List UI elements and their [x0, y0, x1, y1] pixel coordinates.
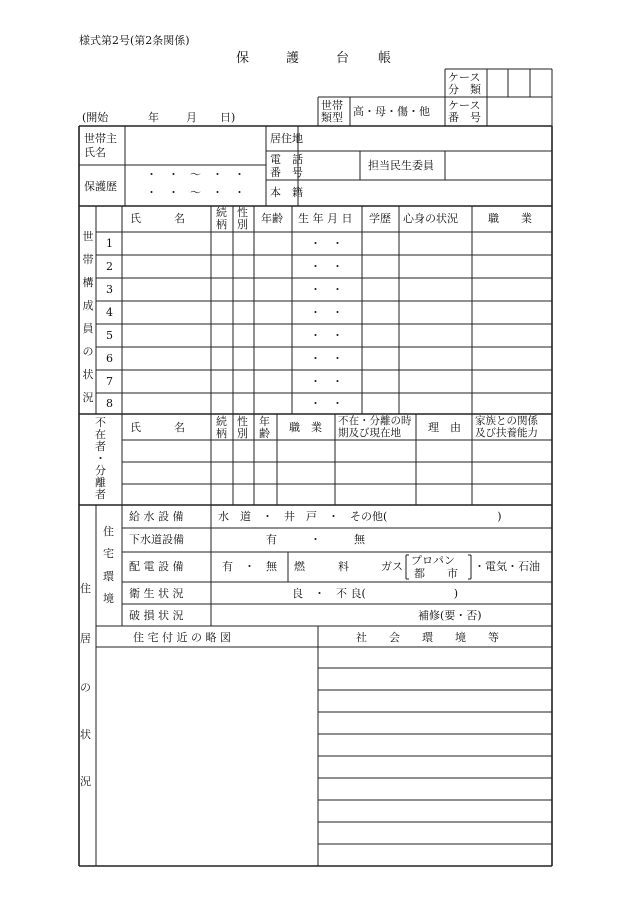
ruikei-options: 高・母・傷・他 [353, 105, 430, 118]
row-number: 7 [106, 375, 113, 388]
honseki-label: 本 籍 [270, 186, 303, 199]
setainushi-label-1: 世帯主 [84, 132, 117, 145]
row-number: 1 [106, 237, 113, 250]
setai-ruikei-label-1: 世帯 [321, 99, 343, 112]
label-char: 分 [95, 464, 106, 477]
col-shintai: 心身の状況 [403, 212, 458, 225]
col-gakureki: 学歴 [369, 212, 391, 225]
birth-dots: ・ ・ [310, 237, 343, 250]
kyojuchi-label: 居住地 [270, 132, 303, 145]
case-bunrui-label-2: 分 類 [448, 83, 481, 96]
absent-col-seibetsu-1: 性 [237, 415, 248, 428]
kyusui-value: 水 道 ・ 井 戸 ・ その他( ) [218, 510, 502, 523]
title-char: 台 [336, 51, 350, 66]
start-day: 日) [220, 111, 236, 124]
col-seibetsu-2: 別 [237, 218, 248, 231]
denwa-label-2: 番 号 [270, 166, 303, 179]
case-bunrui-label-1: ケース [448, 71, 481, 84]
label-char: 構 [82, 276, 94, 289]
eisei-label: 衛 生 状 況 [129, 587, 184, 600]
label-char: 員 [82, 322, 94, 335]
form-number: 様式第2号(第2条関係) [79, 34, 190, 47]
title-char: 護 [286, 51, 300, 66]
label-char: 況 [82, 391, 94, 404]
absent-col-zokugara-2: 柄 [216, 427, 227, 440]
col-name: 氏 名 [130, 212, 185, 225]
row-number: 8 [106, 397, 113, 410]
label-char: の [82, 345, 94, 358]
period-2: ・ ・ ～ ・ ・ [146, 186, 245, 199]
start-month: 月 [186, 111, 197, 124]
col-birth: 生 年 月 日 [298, 212, 353, 225]
eisei-value: 良 ・ 不 良( ) [292, 587, 459, 600]
case-bango-label-2: 番 号 [448, 111, 481, 124]
label-char: 住 [103, 525, 114, 538]
hason-value: 補修(要・否) [418, 609, 482, 622]
denwa-label-1: 電 話 [270, 153, 303, 166]
label-char: 境 [103, 592, 114, 605]
label-char: 住 [80, 582, 91, 595]
haiden-value: 有 ・ 無 [222, 560, 277, 573]
label-char: 成 [82, 299, 94, 312]
birth-dots: ・ ・ [310, 329, 343, 342]
row-number: 5 [106, 329, 113, 342]
label-char: 在 [95, 428, 106, 441]
row-number: 3 [106, 283, 113, 296]
label-char: 世 [82, 230, 94, 243]
kyusui-label: 給 水 設 備 [129, 510, 184, 523]
birth-dots: ・ ・ [310, 397, 343, 410]
setai-ruikei-label-2: 類型 [321, 111, 343, 124]
label-char: 況 [80, 775, 91, 788]
absent-col-age-2: 齢 [259, 427, 270, 440]
setainushi-label-2: 氏名 [84, 146, 106, 159]
row-number: 2 [106, 260, 113, 273]
label-char: 居 [80, 632, 91, 645]
row-number: 4 [106, 306, 113, 319]
absent-col-fuzai-1: 不在・分離の時 [338, 415, 412, 427]
shakai-label: 社 会 環 境 等 [356, 631, 499, 644]
title-char: 帳 [378, 51, 392, 66]
gas-label: ガス [381, 560, 403, 573]
col-age: 年齢 [261, 212, 283, 225]
col-shokugyo: 職 業 [488, 212, 532, 225]
label-char: ・ [95, 452, 106, 465]
birth-dots: ・ ・ [310, 260, 343, 273]
ryakuzu-label: 住 宅 付 近 の 略 図 [133, 631, 231, 644]
label-char: 環 [103, 570, 114, 583]
absent-col-riyu: 理 由 [428, 421, 461, 434]
tanto-label: 担当民生委員 [368, 159, 434, 172]
absent-col-seibetsu-2: 別 [237, 427, 248, 440]
col-zokugara-1: 続 [216, 206, 227, 219]
birth-dots: ・ ・ [310, 352, 343, 365]
label-char: 帯 [82, 253, 94, 266]
label-char: 宅 [103, 547, 114, 560]
period-1: ・ ・ ～ ・ ・ [146, 168, 245, 181]
col-zokugara-2: 柄 [216, 218, 227, 231]
absent-col-zokugara-1: 続 [216, 415, 227, 428]
row-number: 6 [106, 352, 113, 365]
label-char: 者 [95, 440, 106, 453]
label-char: 状 [82, 368, 94, 381]
gas-propane: プロパン [411, 554, 455, 567]
birth-dots: ・ ・ [310, 375, 343, 388]
haiden-label: 配 電 設 備 [129, 560, 184, 573]
denki-sekiyu: ・電気・石油 [474, 560, 540, 573]
title-char: 保 [236, 51, 250, 66]
gas-toshi: 都 市 [414, 567, 458, 580]
absent-col-kazoku-1: 家族との関係 [475, 415, 538, 427]
absent-col-kazoku-2: 及び扶養能力 [475, 427, 538, 439]
absent-col-name: 氏 名 [130, 421, 185, 434]
label-char: の [80, 681, 91, 694]
absent-col-shokugyo: 職 業 [289, 421, 322, 434]
col-seibetsu-1: 性 [237, 206, 248, 219]
nenryo-label: 燃 料 [294, 560, 349, 573]
hogoreki-label: 保護歴 [84, 180, 117, 193]
hason-label: 破 損 状 況 [129, 609, 184, 622]
label-char: 不 [95, 416, 106, 429]
gesui-value: 有 ・ 無 [266, 533, 365, 546]
absent-col-age-1: 年 [259, 415, 270, 428]
start-year: 年 [148, 111, 159, 124]
label-char: 離 [95, 476, 106, 489]
label-char: 者 [95, 488, 106, 501]
birth-dots: ・ ・ [310, 306, 343, 319]
start-date-open: (開始 [82, 111, 109, 124]
gesui-label: 下水道設備 [129, 533, 184, 546]
label-char: 状 [80, 728, 91, 741]
case-bango-label-1: ケース [448, 99, 481, 112]
birth-dots: ・ ・ [310, 283, 343, 296]
absent-col-fuzai-2: 期及び現在地 [338, 427, 401, 439]
